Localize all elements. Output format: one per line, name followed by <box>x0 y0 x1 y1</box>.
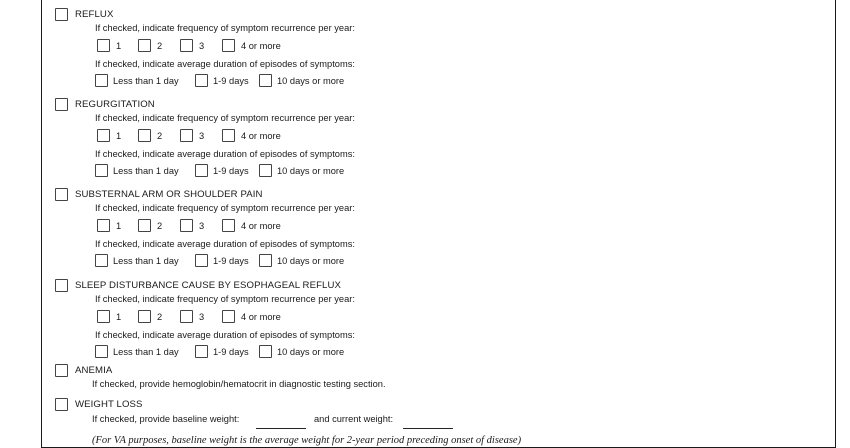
regurgitation-duration-option-label: 1-9 days <box>213 166 249 176</box>
reflux-frequency-option-label: 1 <box>116 41 122 51</box>
reflux-duration-option-checkbox[interactable] <box>259 74 272 87</box>
regurgitation-frequency-option-label: 3 <box>199 131 205 141</box>
substernal-pain-title: SUBSTERNAL ARM OR SHOULDER PAIN <box>75 189 263 200</box>
reflux-title: REFLUX <box>75 9 114 20</box>
regurgitation-duration-option-label: 10 days or more <box>277 166 345 176</box>
substernal-pain-duration-option-checkbox[interactable] <box>259 254 272 267</box>
sleep-disturbance-duration-option-label: 1-9 days <box>213 347 249 357</box>
regurgitation-duration-option-checkbox[interactable] <box>259 164 272 177</box>
sleep-disturbance-checkbox[interactable] <box>55 279 68 292</box>
anemia-note: If checked, provide hemoglobin/hematocrit in diagnostic testing section. <box>92 379 386 389</box>
reflux-duration-option-label: 10 days or more <box>277 76 345 86</box>
substernal-pain-duration-option-checkbox[interactable] <box>195 254 208 267</box>
reflux-duration-option-label: 1-9 days <box>213 76 249 86</box>
substernal-pain-frequency-option-checkbox[interactable] <box>180 219 193 232</box>
substernal-pain-frequency-option-label: 4 or more <box>241 221 281 231</box>
regurgitation-frequency-option-label: 2 <box>157 131 163 141</box>
sleep-disturbance-duration-prompt: If checked, indicate average duration of episodes of symptoms: <box>95 330 355 340</box>
sleep-disturbance-duration-option-checkbox[interactable] <box>259 345 272 358</box>
regurgitation-frequency-prompt: If checked, indicate frequency of symptom recurrence per year: <box>95 113 355 123</box>
sleep-disturbance-duration-option-checkbox[interactable] <box>95 345 108 358</box>
weight-loss-label: WEIGHT LOSS <box>75 399 143 410</box>
sleep-disturbance-title: SLEEP DISTURBANCE CAUSE BY ESOPHAGEAL REFLUX <box>75 280 342 291</box>
sleep-disturbance-duration-option-checkbox[interactable] <box>195 345 208 358</box>
regurgitation-duration-option-label: Less than 1 day <box>113 166 179 176</box>
substernal-pain-duration-prompt: If checked, indicate average duration of episodes of symptoms: <box>95 239 355 249</box>
baseline-weight-label: If checked, provide baseline weight: <box>92 414 240 424</box>
reflux-frequency-option-checkbox[interactable] <box>97 39 110 52</box>
reflux-frequency-option-checkbox[interactable] <box>180 39 193 52</box>
sleep-disturbance-frequency-prompt: If checked, indicate frequency of symptom recurrence per year: <box>95 294 355 304</box>
weight-loss-checkbox[interactable] <box>55 398 68 411</box>
reflux-duration-option-checkbox[interactable] <box>195 74 208 87</box>
regurgitation-checkbox[interactable] <box>55 98 68 111</box>
substernal-pain-frequency-option-checkbox[interactable] <box>222 219 235 232</box>
reflux-frequency-option-checkbox[interactable] <box>138 39 151 52</box>
substernal-pain-frequency-option-label: 2 <box>157 221 163 231</box>
regurgitation-frequency-option-label: 4 or more <box>241 131 281 141</box>
substernal-pain-duration-option-label: 1-9 days <box>213 256 249 266</box>
current-weight-label: and current weight: <box>314 414 394 424</box>
sleep-disturbance-duration-option-label: 10 days or more <box>277 347 345 357</box>
reflux-duration-prompt: If checked, indicate average duration of episodes of symptoms: <box>95 59 355 69</box>
reflux-frequency-option-checkbox[interactable] <box>222 39 235 52</box>
reflux-frequency-prompt: If checked, indicate frequency of symptom recurrence per year: <box>95 23 355 33</box>
baseline-weight-field[interactable] <box>256 428 306 429</box>
sleep-disturbance-frequency-option-checkbox[interactable] <box>97 310 110 323</box>
reflux-duration-option-label: Less than 1 day <box>113 76 179 86</box>
anemia-label: ANEMIA <box>75 365 113 376</box>
regurgitation-duration-option-checkbox[interactable] <box>195 164 208 177</box>
substernal-pain-frequency-option-label: 3 <box>199 221 205 231</box>
regurgitation-frequency-option-label: 1 <box>116 131 122 141</box>
reflux-checkbox[interactable] <box>55 8 68 21</box>
current-weight-field[interactable] <box>403 428 453 429</box>
sleep-disturbance-frequency-option-checkbox[interactable] <box>180 310 193 323</box>
sleep-disturbance-duration-option-label: Less than 1 day <box>113 347 179 357</box>
substernal-pain-frequency-option-label: 1 <box>116 221 122 231</box>
substernal-pain-checkbox[interactable] <box>55 188 68 201</box>
sleep-disturbance-frequency-option-label: 1 <box>116 312 122 322</box>
reflux-frequency-option-label: 2 <box>157 41 163 51</box>
regurgitation-frequency-option-checkbox[interactable] <box>138 129 151 142</box>
baseline-weight-footnote: (For VA purposes, baseline weight is the average weight for 2-year period preceding onset of disease) <box>92 435 522 446</box>
substernal-pain-duration-option-label: Less than 1 day <box>113 256 179 266</box>
regurgitation-frequency-option-checkbox[interactable] <box>97 129 110 142</box>
regurgitation-duration-option-checkbox[interactable] <box>95 164 108 177</box>
regurgitation-frequency-option-checkbox[interactable] <box>180 129 193 142</box>
regurgitation-duration-prompt: If checked, indicate average duration of episodes of symptoms: <box>95 149 355 159</box>
sleep-disturbance-frequency-option-checkbox[interactable] <box>138 310 151 323</box>
anemia-checkbox[interactable] <box>55 364 68 377</box>
substernal-pain-duration-option-checkbox[interactable] <box>95 254 108 267</box>
sleep-disturbance-frequency-option-checkbox[interactable] <box>222 310 235 323</box>
substernal-pain-duration-option-label: 10 days or more <box>277 256 345 266</box>
sleep-disturbance-frequency-option-label: 3 <box>199 312 205 322</box>
sleep-disturbance-frequency-option-label: 4 or more <box>241 312 281 322</box>
reflux-frequency-option-label: 4 or more <box>241 41 281 51</box>
regurgitation-frequency-option-checkbox[interactable] <box>222 129 235 142</box>
substernal-pain-frequency-option-checkbox[interactable] <box>138 219 151 232</box>
sleep-disturbance-frequency-option-label: 2 <box>157 312 163 322</box>
regurgitation-title: REGURGITATION <box>75 99 155 110</box>
substernal-pain-frequency-prompt: If checked, indicate frequency of symptom recurrence per year: <box>95 203 355 213</box>
reflux-duration-option-checkbox[interactable] <box>95 74 108 87</box>
reflux-frequency-option-label: 3 <box>199 41 205 51</box>
substernal-pain-frequency-option-checkbox[interactable] <box>97 219 110 232</box>
